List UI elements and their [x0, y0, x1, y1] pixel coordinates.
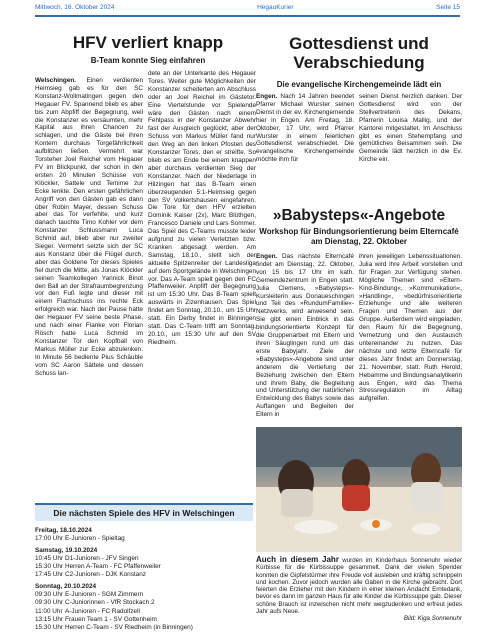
article-gottesdienst-col2 — [359, 93, 462, 164]
header-page: Seite 15 — [436, 4, 460, 11]
games-match: C-Juniorinnen - VfR Stockach 2 — [65, 599, 155, 607]
games-time: 15:30 Uhr — [35, 563, 64, 571]
article-title-hfv: HFV verliert knapp — [72, 33, 224, 52]
games-match: E-Junioren - SGM Zimmern — [65, 591, 144, 599]
games-schedule-box — [35, 503, 253, 638]
games-time: 09:30 Uhr — [35, 599, 64, 607]
header-date: Mittwoch, 16. Oktober 2024 — [35, 4, 115, 11]
games-match: D1-Junioren - JFV Singen — [65, 554, 139, 562]
games-row — [35, 571, 253, 579]
photo-illustration — [256, 427, 462, 552]
games-time: 13:15 Uhr — [35, 615, 64, 623]
games-list — [35, 521, 253, 633]
pumpkin-photo — [256, 427, 462, 552]
games-match: A-Junioren - FC Radolfzell — [65, 607, 140, 615]
article-text: Einen verdienten Heimsieg gab es für den SC Konstanz-Wollmatingen gegen den Hegauer FV. Spannend blieb es aber bis zum Abpfiff der Begegnung, weil die Konstanzer es versäumten, mehr Kapital aus ihren Chancen zu schlagen, und die Gäste bei ihren Kontern durchaus Torgefährlichkeit aufblitzen ließen. Vermehrt war Torsteher Joel Reichel vom Hegauer FV im Blickpunkt, der schon in den ersten 20 Minuten Schüsse von Klöckler, Sattele und Temime zur Ecke lenkte. Den ersten gefährlichen Angriff von den Gästen gab es dann über Robin Mayer, dessen Schuss aber das Tor verfehlte, und kurz danach tauchte Timo Kohler vor dem Konstanzer Schlussmann Luca Schmid auf, blieb aber nur zweiter Sieger. Vermehrt setzte sich der SC aus Konstanz über die Flügel durch, aber das Goldene Tor dieses Spieles fiel durch die Mitte, als Jonas Klöckler seinen Teamkollegen Yannick Binot den Ball an der Strafraumbegrenzung vor den Fuß legte und dieser mit einem Flachschuss ins rechte Eck erfolgreich war. Nach der Pause hatte der Hegauer FV seine beste Phase, und nach einer Flanke von Florian Rösch hatte Luca Schmid im Konstanzer Tor den Kopfball von Markus Müller zur Ecke abzulenken. In Minute 56 bediente Pius Schäuble vom SC Aaron Sättele und dessen Schuss lan- — [35, 77, 144, 377]
caption-lead: Auch in diesem Jahr — [256, 555, 339, 564]
article-babysteps-col2 — [359, 253, 462, 403]
article-text: seinen Dienst herzlich danken. Der Gottesdienst wird von der Stellvertreterin des Dekans, Pfarrerin Louisa Mallig, und der Kantorei mitgestaltet. Im Anschluss gibt es einen Stehempfang und gemütliches Beisammen sein. Die Gemeinde lädt herzlich in die Ev. Kirche ein. — [359, 93, 462, 164]
article-gottesdienst-col1 — [256, 93, 354, 164]
article-subtitle-babysteps: Workshop für Bindungsorientierung beim Elterncafé am Dienstag, 22. Oktober — [259, 227, 459, 246]
games-row — [35, 563, 253, 571]
article-hfv-col2 — [148, 70, 256, 347]
dateline: Engen. — [256, 253, 278, 260]
dateline: Engen. — [256, 93, 278, 100]
article-hfv-col1 — [35, 77, 143, 377]
games-time: 11:00 Uhr — [35, 607, 63, 615]
photo-caption — [256, 556, 462, 623]
games-row — [35, 608, 253, 616]
games-day: Sonntag, 20.10.2024 — [35, 582, 97, 590]
games-match: Herren C-Team - SV Riedheim (in Binningen) — [65, 624, 193, 632]
games-match: Herren A-Team - FC Pfaffenweiler — [65, 563, 161, 571]
games-row — [35, 616, 253, 624]
games-row — [35, 599, 253, 607]
caption-text: wurden im Kinderhaus Sonnenuhr wieder Kürbisse für die Kürbissuppe gesammelt. Dank der vielen Spender konnten die Gipfelstürmer ihre Freude voll ausleben und kräftig schnippeln und kochen. Zuvor jedoch wurden alle Gaben in die Kirche gebracht. Dort feierten die Erzieher mit den Kindern in einer kleinen Andacht Erntedank, bevor es dann im ganzen Haus für alle Kinder die Kürbissuppe gab. Dieser schöne Brauch ist inzwischen nicht mehr wegzudenken und erfreut jedes Jahr aufs Neue. — [256, 557, 462, 616]
games-match: E-Junioren - Spieltag — [65, 535, 125, 543]
article-text: dete an der Unterkante des Hegauer Tores. Weiter gute Möglichkeiten der Konstanzer scheiterten am Abschluss oder an Joel Reichel im Gästetor. Eine Viertelstunde vor Spielende wäre den Gästen nach einem Fehlpass in der Konstanzer Abwehr fast der Ausgleich geglückt, aber der Schuss von Markus Müller fand nur den Weg an den linken Pfosten des Konstanzer Tores, den er streifte. So blieb es am Ende bei einem knappen aber durchaus verdienten Sieg der Konstanzer. Nach der Niederlage in Hilzingen hat das B-Team einen überzeugenden 5:1-Heimsieg gegen den SV Volkertshausen eingefahren. Die Tore für den HFV erzielten Dominik Kaiser (2x), Marc Blüthgen, Francesco Daniele und Lars Sommer. Das Spiel des C-Teams musste leider aufgrund zu vielen Verletzten bzw. Kranken abgesagt werden. Am Samstag, 18.10., stellt sich der aktuelle Spitzenreiter der Landesliga auf dem Sportgelände in Welschingen vor. Das A-Team spielt gegen den FC Pfaffenweiler. Anpfiff der Begegnung ist um 15:30 Uhr. Das B-Team spielt auswärts in Zizenhausen. Das Spiel findet am Sonntag, 20.10., um 15 Uhr statt. Ein Derby findet in Binningen statt. Das C-Team trifft am Sonntag, 20.10., um 15:30 Uhr auf den SV Riedheim. — [148, 70, 256, 346]
article-text: Nach 14 Jahren beendet Pfarrer Michael Wurster seinen Dienst in der ev. Kirchengemeinde hier in Engen. Am Freitag, 18. Oktober, 17 Uhr, wird Pfarrer Wurster in einem feierlichen Gottesdienst verabschiedet. Die evangelische Kirchengemeinde möchte ihm für — [256, 93, 355, 164]
article-babysteps-col1 — [256, 253, 354, 419]
article-text: Das nächste Elterncafé findet am Dienstag, 22. Oktober, von 15 bis 17 Uhr im kath. Gemeindezentrum in Engen statt. Julia Clemens, »Babysteps«-Kursleiterin aus Donaueschingen und Teil des »RundumFamilie«-Netzwerks, wird anwesend sein. Sie gibt einen Einblick in das bindungsorientierte Konzept für die Gruppenarbeit mit Eltern und ihren Säuglingen rund um das erste Babyjahr. Ziele der »Babysteps«-Angebote sind unter anderem die Vertiefung der Beziehung zwischen den Eltern und ihrem Baby, die Begleitung und Unterstützung der natürlichen Entwicklung des Babys sowie das Auffangen und Begleiten der Eltern in — [256, 253, 354, 419]
article-text: ihren jeweiligen Lebenssituationen. Julia wird ihre Arbeit vorstellen und für Fragen zur Verfügung stehen. Mögliche Themen sind »Eltern-Kind-Bindung«, »Kommunikation«, »Handling«, »bedürfnisorientierte Erziehung« und alle weiteren Fragen und Themen aus der Gruppe. Außerdem wird eingeladen, den Raum für die Begegnung, Vernetzung und den Austausch untereinander zu nutzen. Das nächste und letzte Elterncafé für dieses Jahr findet am Donnerstag, 21. November, statt. Ruth Herold, Hebamme und Bindungsanalytikerin aus Engen, wird das Thema Stressregulation im Alltag aufgreifen. — [359, 253, 462, 403]
games-row — [35, 591, 253, 599]
games-time: 17:00 Uhr — [35, 535, 64, 543]
games-time: 15:30 Uhr — [35, 624, 64, 632]
games-match: C2-Junioren - DJK Konstanz — [65, 571, 146, 579]
games-row — [35, 535, 253, 543]
games-row — [35, 555, 253, 563]
games-title: Die nächsten Spiele des HFV in Welschingen — [35, 503, 253, 521]
article-title-gottesdienst: Gottesdienst und Verabschiedung — [289, 34, 429, 72]
games-time: 10:45 Uhr — [35, 554, 64, 562]
article-title-babysteps: »Babysteps«-Angebote — [272, 207, 446, 224]
games-match: Frauen Team 1 - SV Gottenheim — [65, 615, 157, 623]
dateline: Welschingen. — [35, 77, 77, 84]
article-subtitle-gottesdienst: Die evangelische Kirchengemeinde lädt ein — [276, 80, 442, 89]
article-subtitle-hfv: B-Team konnte Sieg einfahren — [90, 56, 206, 65]
games-time: 17:45 Uhr — [35, 571, 64, 579]
games-day: Samstag, 19.10.2024 — [35, 546, 98, 554]
games-day: Freitag, 18.10.2024 — [35, 527, 92, 534]
games-time: 09:30 Uhr — [35, 591, 64, 599]
header-rule — [35, 15, 460, 17]
header-paper: HegauKurier — [257, 4, 294, 11]
photo-credit: Bild: Kiga Sonnenuhr — [403, 615, 462, 623]
games-row — [35, 624, 253, 632]
